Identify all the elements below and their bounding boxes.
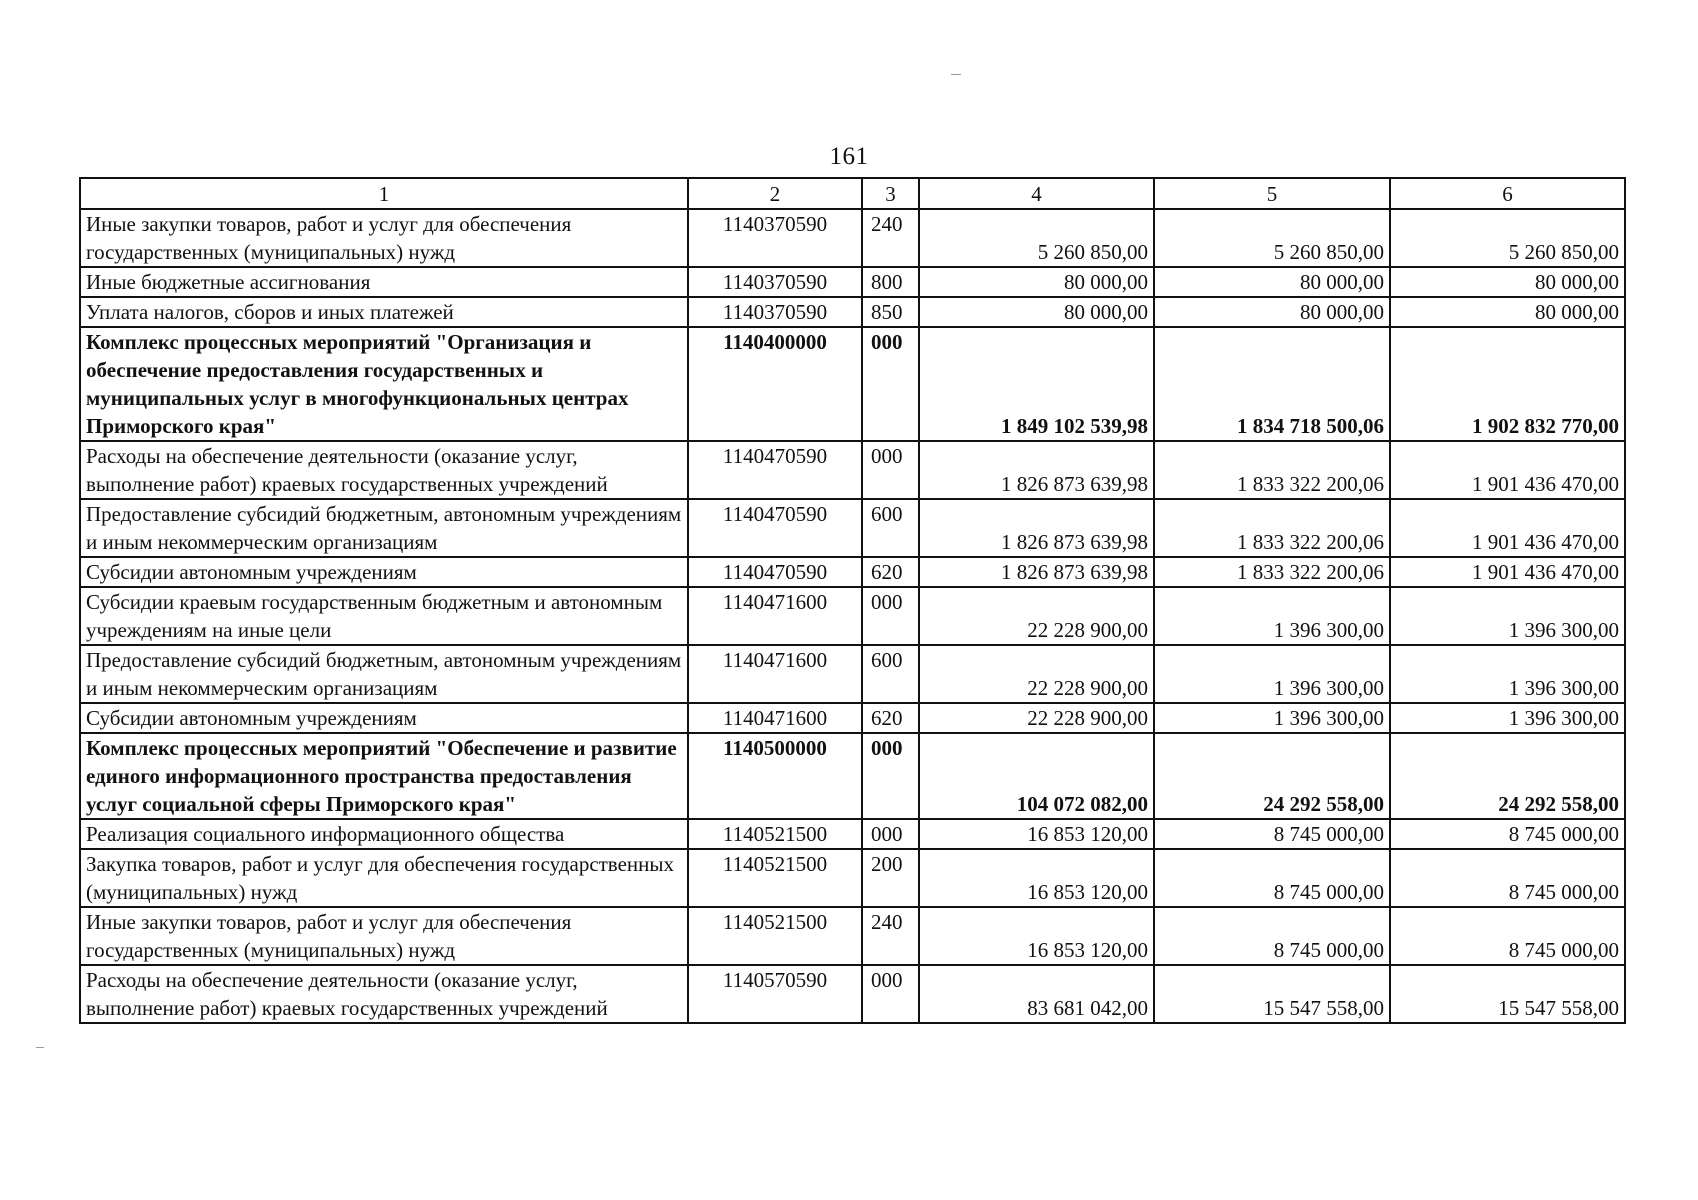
table-row — [80, 267, 1625, 297]
expense-type-code: 000 — [862, 733, 919, 819]
row-name: Субсидии автономным учреждениям — [80, 557, 688, 587]
expense-type-code: 620 — [862, 557, 919, 587]
amount-col-4: 80 000,00 — [919, 267, 1154, 297]
amount-col-6: 15 547 558,00 — [1390, 965, 1625, 1023]
amount-col-6: 1 396 300,00 — [1390, 645, 1625, 703]
target-article-code: 1140500000 — [688, 733, 862, 819]
amount-col-5: 15 547 558,00 — [1154, 965, 1390, 1023]
target-article-code: 1140521500 — [688, 819, 862, 849]
expense-type-code: 000 — [862, 587, 919, 645]
amount-col-4: 22 228 900,00 — [919, 645, 1154, 703]
amount-col-5: 1 834 718 500,06 — [1154, 327, 1390, 441]
scan-mark — [951, 74, 961, 75]
table-row — [80, 907, 1625, 965]
amount-col-6: 5 260 850,00 — [1390, 209, 1625, 267]
amount-col-5: 24 292 558,00 — [1154, 733, 1390, 819]
table-row-section — [80, 327, 1625, 441]
expense-type-code: 800 — [862, 267, 919, 297]
amount-col-6: 1 901 436 470,00 — [1390, 499, 1625, 557]
amount-col-5: 1 833 322 200,06 — [1154, 441, 1390, 499]
table-row — [80, 819, 1625, 849]
table-row — [80, 297, 1625, 327]
row-name: Закупка товаров, работ и услуг для обеспечения государственных (муниципальных) нужд — [80, 849, 688, 907]
amount-col-4: 16 853 120,00 — [919, 907, 1154, 965]
amount-col-5: 1 833 322 200,06 — [1154, 557, 1390, 587]
amount-col-6: 24 292 558,00 — [1390, 733, 1625, 819]
row-name: Реализация социального информационного общества — [80, 819, 688, 849]
amount-col-6: 1 902 832 770,00 — [1390, 327, 1625, 441]
amount-col-4: 1 826 873 639,98 — [919, 557, 1154, 587]
column-header: 1 — [80, 178, 688, 209]
target-article-code: 1140400000 — [688, 327, 862, 441]
target-article-code: 1140471600 — [688, 703, 862, 733]
table-row — [80, 499, 1625, 557]
amount-col-6: 80 000,00 — [1390, 267, 1625, 297]
expense-type-code: 000 — [862, 965, 919, 1023]
amount-col-5: 1 396 300,00 — [1154, 645, 1390, 703]
amount-col-6: 8 745 000,00 — [1390, 907, 1625, 965]
column-header: 4 — [919, 178, 1154, 209]
amount-col-4: 83 681 042,00 — [919, 965, 1154, 1023]
row-name: Субсидии автономным учреждениям — [80, 703, 688, 733]
target-article-code: 1140521500 — [688, 907, 862, 965]
target-article-code: 1140370590 — [688, 209, 862, 267]
expense-type-code: 000 — [862, 327, 919, 441]
target-article-code: 1140470590 — [688, 557, 862, 587]
table-row-section — [80, 733, 1625, 819]
amount-col-6: 8 745 000,00 — [1390, 819, 1625, 849]
amount-col-4: 1 826 873 639,98 — [919, 499, 1154, 557]
amount-col-4: 1 826 873 639,98 — [919, 441, 1154, 499]
expense-type-code: 000 — [862, 819, 919, 849]
row-name: Комплекс процессных мероприятий "Обеспечение и развитие единого информационного пространства предоставления услуг социальной сферы Приморского края" — [80, 733, 688, 819]
row-name: Предоставление субсидий бюджетным, автономным учреждениям и иным некоммерческим организациям — [80, 499, 688, 557]
amount-col-5: 8 745 000,00 — [1154, 907, 1390, 965]
target-article-code: 1140570590 — [688, 965, 862, 1023]
budget-table — [79, 177, 1626, 1024]
amount-col-4: 22 228 900,00 — [919, 703, 1154, 733]
amount-col-6: 1 901 436 470,00 — [1390, 441, 1625, 499]
amount-col-4: 5 260 850,00 — [919, 209, 1154, 267]
table-row — [80, 587, 1625, 645]
amount-col-5: 1 396 300,00 — [1154, 703, 1390, 733]
column-header: 2 — [688, 178, 862, 209]
target-article-code: 1140370590 — [688, 267, 862, 297]
amount-col-5: 5 260 850,00 — [1154, 209, 1390, 267]
scan-mark — [36, 1047, 44, 1048]
amount-col-5: 1 396 300,00 — [1154, 587, 1390, 645]
row-name: Комплекс процессных мероприятий "Организация и обеспечение предоставления государственных и муниципальных услуг в многофункциональных центрах Приморского края" — [80, 327, 688, 441]
row-name: Предоставление субсидий бюджетным, автономным учреждениям и иным некоммерческим организациям — [80, 645, 688, 703]
expense-type-code: 000 — [862, 441, 919, 499]
expense-type-code: 240 — [862, 907, 919, 965]
amount-col-5: 8 745 000,00 — [1154, 819, 1390, 849]
row-name: Уплата налогов, сборов и иных платежей — [80, 297, 688, 327]
amount-col-6: 80 000,00 — [1390, 297, 1625, 327]
page-number: 161 — [829, 143, 869, 170]
row-name: Расходы на обеспечение деятельности (оказание услуг, выполнение работ) краевых государственных учреждений — [80, 965, 688, 1023]
expense-type-code: 600 — [862, 499, 919, 557]
amount-col-4: 16 853 120,00 — [919, 819, 1154, 849]
amount-col-5: 8 745 000,00 — [1154, 849, 1390, 907]
amount-col-6: 1 396 300,00 — [1390, 703, 1625, 733]
amount-col-4: 16 853 120,00 — [919, 849, 1154, 907]
row-name: Субсидии краевым государственным бюджетным и автономным учреждениям на иные цели — [80, 587, 688, 645]
table-row — [80, 703, 1625, 733]
target-article-code: 1140470590 — [688, 499, 862, 557]
target-article-code: 1140470590 — [688, 441, 862, 499]
target-article-code: 1140471600 — [688, 645, 862, 703]
table-row — [80, 645, 1625, 703]
amount-col-6: 8 745 000,00 — [1390, 849, 1625, 907]
row-name: Иные бюджетные ассигнования — [80, 267, 688, 297]
table-row — [80, 209, 1625, 267]
column-header: 3 — [862, 178, 919, 209]
table-row — [80, 849, 1625, 907]
header-row — [80, 178, 1625, 209]
table-row — [80, 441, 1625, 499]
target-article-code: 1140521500 — [688, 849, 862, 907]
amount-col-6: 1 901 436 470,00 — [1390, 557, 1625, 587]
amount-col-4: 1 849 102 539,98 — [919, 327, 1154, 441]
row-name: Иные закупки товаров, работ и услуг для обеспечения государственных (муниципальных) нужд — [80, 907, 688, 965]
table-row — [80, 557, 1625, 587]
table-row — [80, 965, 1625, 1023]
target-article-code: 1140471600 — [688, 587, 862, 645]
target-article-code: 1140370590 — [688, 297, 862, 327]
amount-col-5: 1 833 322 200,06 — [1154, 499, 1390, 557]
amount-col-5: 80 000,00 — [1154, 297, 1390, 327]
column-header: 5 — [1154, 178, 1390, 209]
amount-col-4: 104 072 082,00 — [919, 733, 1154, 819]
expense-type-code: 600 — [862, 645, 919, 703]
row-name: Расходы на обеспечение деятельности (оказание услуг, выполнение работ) краевых государственных учреждений — [80, 441, 688, 499]
expense-type-code: 850 — [862, 297, 919, 327]
amount-col-4: 80 000,00 — [919, 297, 1154, 327]
expense-type-code: 620 — [862, 703, 919, 733]
amount-col-6: 1 396 300,00 — [1390, 587, 1625, 645]
column-header: 6 — [1390, 178, 1625, 209]
row-name: Иные закупки товаров, работ и услуг для обеспечения государственных (муниципальных) нужд — [80, 209, 688, 267]
expense-type-code: 240 — [862, 209, 919, 267]
amount-col-4: 22 228 900,00 — [919, 587, 1154, 645]
expense-type-code: 200 — [862, 849, 919, 907]
amount-col-5: 80 000,00 — [1154, 267, 1390, 297]
